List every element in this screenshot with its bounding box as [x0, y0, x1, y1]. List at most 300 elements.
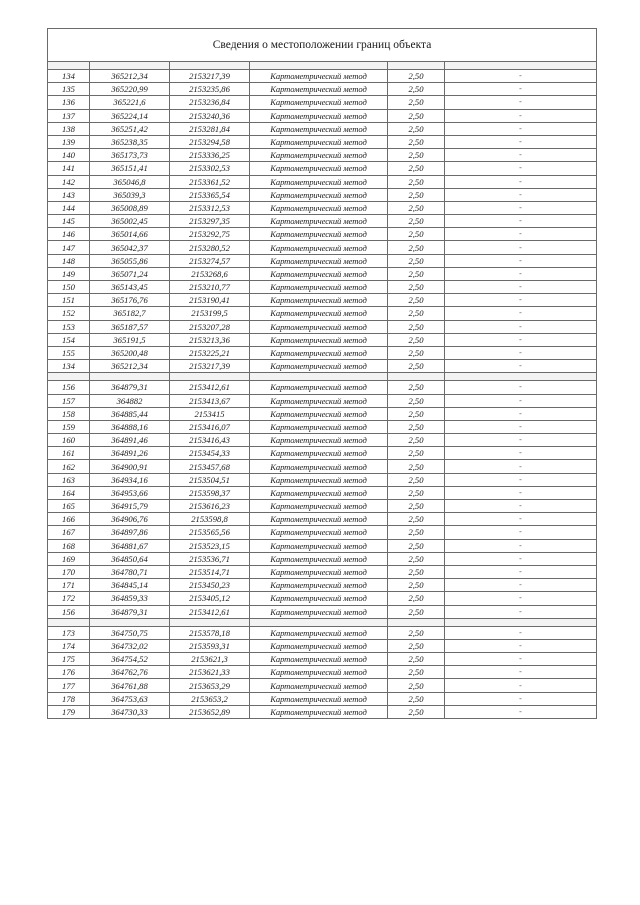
- y-coordinate-cell: 2153268,6: [170, 267, 250, 280]
- method-cell: Картометрический метод: [250, 96, 388, 109]
- y-coordinate-cell: 2153302,53: [170, 162, 250, 175]
- separator-cell: [445, 62, 597, 70]
- description-cell: -: [445, 281, 597, 294]
- method-cell: Картометрический метод: [250, 333, 388, 346]
- table-row: [48, 473, 597, 486]
- table-row: [48, 149, 597, 162]
- y-coordinate-cell: 2153225,21: [170, 346, 250, 359]
- y-coordinate-cell: 2153207,28: [170, 320, 250, 333]
- table-row: [48, 420, 597, 433]
- point-number-cell: 159: [48, 420, 90, 433]
- accuracy-cell: 2,50: [388, 653, 445, 666]
- description-cell: -: [445, 473, 597, 486]
- accuracy-cell: 2,50: [388, 447, 445, 460]
- point-number-cell: 150: [48, 281, 90, 294]
- description-cell: -: [445, 447, 597, 460]
- description-cell: -: [445, 692, 597, 705]
- accuracy-cell: 2,50: [388, 175, 445, 188]
- x-coordinate-cell: 365008,89: [90, 201, 170, 214]
- y-coordinate-cell: 2153413,67: [170, 394, 250, 407]
- accuracy-cell: 2,50: [388, 307, 445, 320]
- description-cell: -: [445, 381, 597, 394]
- point-number-cell: 157: [48, 394, 90, 407]
- x-coordinate-cell: 364762,76: [90, 666, 170, 679]
- point-number-cell: 179: [48, 705, 90, 718]
- description-cell: -: [445, 346, 597, 359]
- table-row: [48, 486, 597, 499]
- accuracy-cell: 2,50: [388, 486, 445, 499]
- x-coordinate-cell: 365238,35: [90, 135, 170, 148]
- x-coordinate-cell: 364732,02: [90, 639, 170, 652]
- x-coordinate-cell: 365014,66: [90, 228, 170, 241]
- method-cell: Картометрический метод: [250, 460, 388, 473]
- separator-cell: [90, 618, 170, 626]
- method-cell: Картометрический метод: [250, 447, 388, 460]
- description-cell: -: [445, 407, 597, 420]
- x-coordinate-cell: 364915,79: [90, 500, 170, 513]
- accuracy-cell: 2,50: [388, 626, 445, 639]
- method-cell: Картометрический метод: [250, 381, 388, 394]
- method-cell: Картометрический метод: [250, 122, 388, 135]
- point-number-cell: 177: [48, 679, 90, 692]
- table-row: [48, 626, 597, 639]
- table-row: [48, 175, 597, 188]
- point-number-cell: 156: [48, 605, 90, 618]
- point-number-cell: 170: [48, 565, 90, 578]
- point-number-cell: 144: [48, 201, 90, 214]
- table-row: [48, 162, 597, 175]
- method-cell: Картометрический метод: [250, 539, 388, 552]
- method-cell: Картометрический метод: [250, 83, 388, 96]
- method-cell: Картометрический метод: [250, 70, 388, 83]
- method-cell: Картометрический метод: [250, 552, 388, 565]
- separator-row: [48, 618, 597, 626]
- description-cell: -: [445, 162, 597, 175]
- method-cell: Картометрический метод: [250, 526, 388, 539]
- table-row: [48, 228, 597, 241]
- accuracy-cell: 2,50: [388, 294, 445, 307]
- separator-cell: [170, 373, 250, 381]
- x-coordinate-cell: 364885,44: [90, 407, 170, 420]
- boundary-table: [47, 28, 597, 719]
- y-coordinate-cell: 2153294,58: [170, 135, 250, 148]
- method-cell: Картометрический метод: [250, 228, 388, 241]
- accuracy-cell: 2,50: [388, 500, 445, 513]
- point-number-cell: 137: [48, 109, 90, 122]
- point-number-cell: 167: [48, 526, 90, 539]
- table-row: [48, 320, 597, 333]
- point-number-cell: 143: [48, 188, 90, 201]
- accuracy-cell: 2,50: [388, 705, 445, 718]
- method-cell: Картометрический метод: [250, 254, 388, 267]
- accuracy-cell: 2,50: [388, 241, 445, 254]
- separator-cell: [388, 373, 445, 381]
- y-coordinate-cell: 2153536,71: [170, 552, 250, 565]
- y-coordinate-cell: 2153297,35: [170, 215, 250, 228]
- description-cell: -: [445, 394, 597, 407]
- x-coordinate-cell: 365046,8: [90, 175, 170, 188]
- y-coordinate-cell: 2153235,86: [170, 83, 250, 96]
- x-coordinate-cell: 364906,76: [90, 513, 170, 526]
- table-row: [48, 96, 597, 109]
- table-row: [48, 70, 597, 83]
- method-cell: Картометрический метод: [250, 407, 388, 420]
- x-coordinate-cell: 365143,45: [90, 281, 170, 294]
- method-cell: Картометрический метод: [250, 486, 388, 499]
- y-coordinate-cell: 2153217,39: [170, 70, 250, 83]
- description-cell: -: [445, 215, 597, 228]
- x-coordinate-cell: 365221,6: [90, 96, 170, 109]
- table-row: [48, 639, 597, 652]
- point-number-cell: 138: [48, 122, 90, 135]
- table-row: [48, 122, 597, 135]
- description-cell: -: [445, 96, 597, 109]
- point-number-cell: 154: [48, 333, 90, 346]
- point-number-cell: 141: [48, 162, 90, 175]
- accuracy-cell: 2,50: [388, 96, 445, 109]
- accuracy-cell: 2,50: [388, 381, 445, 394]
- accuracy-cell: 2,50: [388, 460, 445, 473]
- y-coordinate-cell: 2153412,61: [170, 381, 250, 394]
- method-cell: Картометрический метод: [250, 320, 388, 333]
- table-row: [48, 592, 597, 605]
- accuracy-cell: 2,50: [388, 162, 445, 175]
- y-coordinate-cell: 2153361,52: [170, 175, 250, 188]
- point-number-cell: 178: [48, 692, 90, 705]
- accuracy-cell: 2,50: [388, 420, 445, 433]
- description-cell: -: [445, 175, 597, 188]
- point-number-cell: 147: [48, 241, 90, 254]
- separator-cell: [90, 62, 170, 70]
- method-cell: Картометрический метод: [250, 149, 388, 162]
- x-coordinate-cell: 364750,75: [90, 626, 170, 639]
- table-body: [48, 29, 597, 719]
- table-row: [48, 500, 597, 513]
- description-cell: -: [445, 705, 597, 718]
- method-cell: Картометрический метод: [250, 135, 388, 148]
- point-number-cell: 145: [48, 215, 90, 228]
- point-number-cell: 136: [48, 96, 90, 109]
- point-number-cell: 162: [48, 460, 90, 473]
- y-coordinate-cell: 2153598,8: [170, 513, 250, 526]
- y-coordinate-cell: 2153652,89: [170, 705, 250, 718]
- table-row: [48, 434, 597, 447]
- x-coordinate-cell: 365055,86: [90, 254, 170, 267]
- x-coordinate-cell: 364753,63: [90, 692, 170, 705]
- table-row: [48, 666, 597, 679]
- y-coordinate-cell: 2153292,75: [170, 228, 250, 241]
- description-cell: -: [445, 149, 597, 162]
- method-cell: Картометрический метод: [250, 653, 388, 666]
- x-coordinate-cell: 364879,31: [90, 381, 170, 394]
- separator-cell: [48, 618, 90, 626]
- point-number-cell: 161: [48, 447, 90, 460]
- description-cell: -: [445, 294, 597, 307]
- x-coordinate-cell: 365182,7: [90, 307, 170, 320]
- accuracy-cell: 2,50: [388, 281, 445, 294]
- accuracy-cell: 2,50: [388, 254, 445, 267]
- accuracy-cell: 2,50: [388, 109, 445, 122]
- method-cell: Картометрический метод: [250, 473, 388, 486]
- point-number-cell: 134: [48, 360, 90, 373]
- method-cell: Картометрический метод: [250, 201, 388, 214]
- y-coordinate-cell: 2153236,84: [170, 96, 250, 109]
- accuracy-cell: 2,50: [388, 83, 445, 96]
- method-cell: Картометрический метод: [250, 605, 388, 618]
- description-cell: -: [445, 592, 597, 605]
- y-coordinate-cell: 2153415: [170, 407, 250, 420]
- description-cell: -: [445, 605, 597, 618]
- description-cell: -: [445, 500, 597, 513]
- x-coordinate-cell: 364888,16: [90, 420, 170, 433]
- separator-cell: [90, 373, 170, 381]
- point-number-cell: 165: [48, 500, 90, 513]
- y-coordinate-cell: 2153412,61: [170, 605, 250, 618]
- accuracy-cell: 2,50: [388, 122, 445, 135]
- accuracy-cell: 2,50: [388, 267, 445, 280]
- x-coordinate-cell: 365002,45: [90, 215, 170, 228]
- y-coordinate-cell: 2153454,33: [170, 447, 250, 460]
- y-coordinate-cell: 2153504,51: [170, 473, 250, 486]
- separator-cell: [445, 618, 597, 626]
- description-cell: -: [445, 83, 597, 96]
- table-row: [48, 447, 597, 460]
- description-cell: -: [445, 486, 597, 499]
- method-cell: Картометрический метод: [250, 346, 388, 359]
- y-coordinate-cell: 2153336,25: [170, 149, 250, 162]
- point-number-cell: 152: [48, 307, 90, 320]
- y-coordinate-cell: 2153598,37: [170, 486, 250, 499]
- y-coordinate-cell: 2153274,57: [170, 254, 250, 267]
- table-row: [48, 653, 597, 666]
- separator-cell: [388, 618, 445, 626]
- point-number-cell: 174: [48, 639, 90, 652]
- method-cell: Картометрический метод: [250, 434, 388, 447]
- method-cell: Картометрический метод: [250, 307, 388, 320]
- description-cell: -: [445, 639, 597, 652]
- point-number-cell: 160: [48, 434, 90, 447]
- accuracy-cell: 2,50: [388, 592, 445, 605]
- x-coordinate-cell: 365212,34: [90, 70, 170, 83]
- point-number-cell: 148: [48, 254, 90, 267]
- table-row: [48, 565, 597, 578]
- point-number-cell: 139: [48, 135, 90, 148]
- separator-cell: [388, 62, 445, 70]
- point-number-cell: 140: [48, 149, 90, 162]
- y-coordinate-cell: 2153213,36: [170, 333, 250, 346]
- method-cell: Картометрический метод: [250, 267, 388, 280]
- accuracy-cell: 2,50: [388, 188, 445, 201]
- point-number-cell: 156: [48, 381, 90, 394]
- table-row: [48, 346, 597, 359]
- method-cell: Картометрический метод: [250, 565, 388, 578]
- separator-row: [48, 373, 597, 381]
- x-coordinate-cell: 364882: [90, 394, 170, 407]
- description-cell: -: [445, 679, 597, 692]
- y-coordinate-cell: 2153514,71: [170, 565, 250, 578]
- method-cell: Картометрический метод: [250, 281, 388, 294]
- point-number-cell: 134: [48, 70, 90, 83]
- method-cell: Картометрический метод: [250, 394, 388, 407]
- table-row: [48, 267, 597, 280]
- accuracy-cell: 2,50: [388, 679, 445, 692]
- separator-cell: [445, 373, 597, 381]
- accuracy-cell: 2,50: [388, 565, 445, 578]
- method-cell: Картометрический метод: [250, 579, 388, 592]
- point-number-cell: 149: [48, 267, 90, 280]
- accuracy-cell: 2,50: [388, 135, 445, 148]
- method-cell: Картометрический метод: [250, 294, 388, 307]
- x-coordinate-cell: 364845,14: [90, 579, 170, 592]
- description-cell: -: [445, 188, 597, 201]
- y-coordinate-cell: 2153240,36: [170, 109, 250, 122]
- y-coordinate-cell: 2153312,53: [170, 201, 250, 214]
- x-coordinate-cell: 364850,64: [90, 552, 170, 565]
- method-cell: Картометрический метод: [250, 109, 388, 122]
- method-cell: Картометрический метод: [250, 679, 388, 692]
- table-row: [48, 215, 597, 228]
- description-cell: -: [445, 420, 597, 433]
- description-cell: -: [445, 70, 597, 83]
- point-number-cell: 176: [48, 666, 90, 679]
- separator-cell: [48, 62, 90, 70]
- description-cell: -: [445, 434, 597, 447]
- table-row: [48, 460, 597, 473]
- table-row: [48, 552, 597, 565]
- accuracy-cell: 2,50: [388, 692, 445, 705]
- separator-cell: [170, 618, 250, 626]
- description-cell: -: [445, 666, 597, 679]
- description-cell: -: [445, 653, 597, 666]
- x-coordinate-cell: 365176,76: [90, 294, 170, 307]
- x-coordinate-cell: 364879,31: [90, 605, 170, 618]
- x-coordinate-cell: 364859,33: [90, 592, 170, 605]
- y-coordinate-cell: 2153210,77: [170, 281, 250, 294]
- description-cell: -: [445, 360, 597, 373]
- point-number-cell: 163: [48, 473, 90, 486]
- accuracy-cell: 2,50: [388, 539, 445, 552]
- x-coordinate-cell: 365220,99: [90, 83, 170, 96]
- y-coordinate-cell: 2153565,56: [170, 526, 250, 539]
- separator-cell: [170, 62, 250, 70]
- accuracy-cell: 2,50: [388, 639, 445, 652]
- method-cell: Картометрический метод: [250, 162, 388, 175]
- table-row: [48, 201, 597, 214]
- x-coordinate-cell: 364881,67: [90, 539, 170, 552]
- x-coordinate-cell: 364891,46: [90, 434, 170, 447]
- separator-cell: [250, 373, 388, 381]
- x-coordinate-cell: 365212,34: [90, 360, 170, 373]
- x-coordinate-cell: 365151,41: [90, 162, 170, 175]
- point-number-cell: 155: [48, 346, 90, 359]
- point-number-cell: 164: [48, 486, 90, 499]
- method-cell: Картометрический метод: [250, 241, 388, 254]
- table-row: [48, 333, 597, 346]
- accuracy-cell: 2,50: [388, 70, 445, 83]
- point-number-cell: 171: [48, 579, 90, 592]
- document-sheet: [47, 28, 596, 719]
- separator-row: [48, 62, 597, 70]
- method-cell: Картометрический метод: [250, 175, 388, 188]
- description-cell: -: [445, 307, 597, 320]
- description-cell: -: [445, 460, 597, 473]
- y-coordinate-cell: 2153616,23: [170, 500, 250, 513]
- point-number-cell: 153: [48, 320, 90, 333]
- method-cell: Картометрический метод: [250, 215, 388, 228]
- y-coordinate-cell: 2153621,3: [170, 653, 250, 666]
- table-row: [48, 605, 597, 618]
- y-coordinate-cell: 2153416,07: [170, 420, 250, 433]
- table-row: [48, 360, 597, 373]
- title-row: [48, 29, 597, 62]
- point-number-cell: 151: [48, 294, 90, 307]
- description-cell: -: [445, 241, 597, 254]
- method-cell: Картометрический метод: [250, 639, 388, 652]
- y-coordinate-cell: 2153190,41: [170, 294, 250, 307]
- table-row: [48, 579, 597, 592]
- separator-cell: [48, 373, 90, 381]
- table-row: [48, 281, 597, 294]
- y-coordinate-cell: 2153416,43: [170, 434, 250, 447]
- description-cell: -: [445, 109, 597, 122]
- accuracy-cell: 2,50: [388, 473, 445, 486]
- description-cell: -: [445, 552, 597, 565]
- accuracy-cell: 2,50: [388, 513, 445, 526]
- y-coordinate-cell: 2153281,84: [170, 122, 250, 135]
- accuracy-cell: 2,50: [388, 228, 445, 241]
- x-coordinate-cell: 364754,52: [90, 653, 170, 666]
- table-row: [48, 188, 597, 201]
- y-coordinate-cell: 2153578,18: [170, 626, 250, 639]
- method-cell: Картометрический метод: [250, 666, 388, 679]
- table-row: [48, 135, 597, 148]
- point-number-cell: 168: [48, 539, 90, 552]
- accuracy-cell: 2,50: [388, 333, 445, 346]
- x-coordinate-cell: 364934,16: [90, 473, 170, 486]
- x-coordinate-cell: 365224,14: [90, 109, 170, 122]
- method-cell: Картометрический метод: [250, 360, 388, 373]
- point-number-cell: 142: [48, 175, 90, 188]
- accuracy-cell: 2,50: [388, 320, 445, 333]
- accuracy-cell: 2,50: [388, 394, 445, 407]
- description-cell: -: [445, 526, 597, 539]
- separator-cell: [250, 618, 388, 626]
- accuracy-cell: 2,50: [388, 215, 445, 228]
- description-cell: -: [445, 539, 597, 552]
- x-coordinate-cell: 365173,73: [90, 149, 170, 162]
- table-row: [48, 705, 597, 718]
- accuracy-cell: 2,50: [388, 360, 445, 373]
- table-row: [48, 241, 597, 254]
- x-coordinate-cell: 364900,91: [90, 460, 170, 473]
- point-number-cell: 169: [48, 552, 90, 565]
- x-coordinate-cell: 365251,42: [90, 122, 170, 135]
- y-coordinate-cell: 2153621,33: [170, 666, 250, 679]
- point-number-cell: 175: [48, 653, 90, 666]
- accuracy-cell: 2,50: [388, 579, 445, 592]
- x-coordinate-cell: 365191,5: [90, 333, 170, 346]
- table-row: [48, 692, 597, 705]
- table-row: [48, 294, 597, 307]
- table-row: [48, 381, 597, 394]
- accuracy-cell: 2,50: [388, 552, 445, 565]
- description-cell: -: [445, 201, 597, 214]
- y-coordinate-cell: 2153653,2: [170, 692, 250, 705]
- method-cell: Картометрический метод: [250, 513, 388, 526]
- y-coordinate-cell: 2153653,29: [170, 679, 250, 692]
- separator-cell: [250, 62, 388, 70]
- description-cell: -: [445, 320, 597, 333]
